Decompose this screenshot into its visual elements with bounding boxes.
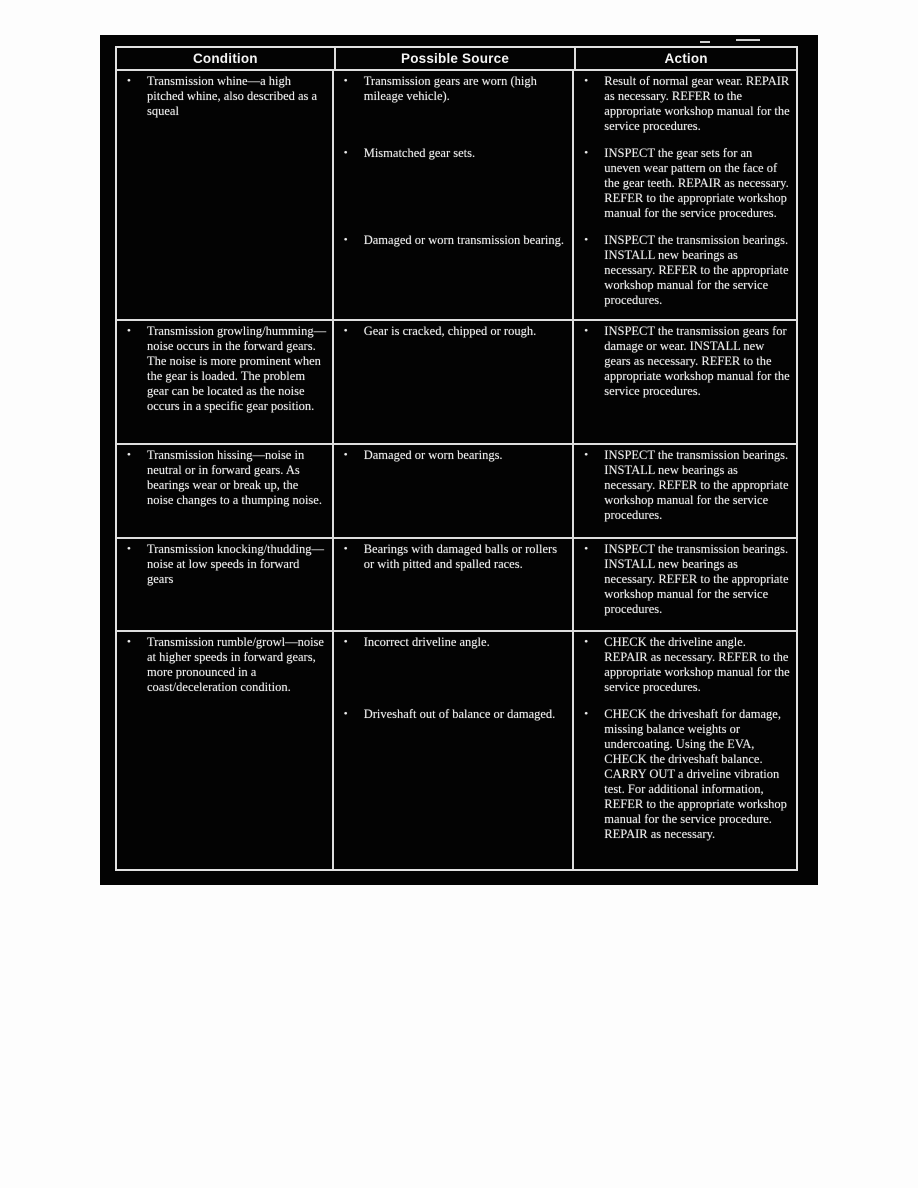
source-cell <box>334 71 575 143</box>
source-cell <box>334 539 575 630</box>
source-text: Transmission gears are worn (high mileage vehicle). <box>363 74 537 103</box>
action-text: INSPECT the transmission bearings. INSTALL new bearings as necessary. REFER to the appropriate workshop manual for the service procedures. <box>604 542 789 616</box>
action-cell <box>574 71 796 143</box>
diagnosis-table <box>115 46 798 871</box>
action-cell <box>574 321 796 443</box>
action-cell <box>574 539 796 630</box>
source-cell <box>334 704 575 869</box>
source-cell <box>334 632 575 704</box>
action-text: INSPECT the transmission bearings. INSTALL new bearings as necessary. REFER to the appropriate workshop manual for the service procedures. <box>604 448 789 522</box>
scan-artifact <box>736 39 760 41</box>
table-row <box>117 321 796 445</box>
action-text: INSPECT the transmission bearings. INSTALL new bearings as necessary. REFER to the appropriate workshop manual for the service procedures. <box>604 233 789 307</box>
bullet-icon: • <box>584 708 589 720</box>
action-text: CHECK the driveshaft for damage, missing balance weights or undercoating. Using the EVA, CHECK the driveshaft balance. CARRY OUT a driveline vibration test. For additional information, REFER to the appropriate workshop manual for the service procedure. REPAIR as necessary. <box>604 707 787 841</box>
source-cell <box>334 445 575 537</box>
table-row <box>117 71 796 321</box>
bullet-icon: • <box>584 636 589 648</box>
source-cell <box>334 143 575 230</box>
header-condition: Condition <box>192 51 258 66</box>
bullet-icon: • <box>343 449 348 461</box>
header-possible-source: Possible Source <box>334 48 575 69</box>
bullet-icon: • <box>127 636 131 648</box>
condition-cell <box>117 71 334 319</box>
action-text: Result of normal gear wear. REPAIR as necessary. REFER to the appropriate workshop manual for the service procedures. <box>604 74 790 133</box>
bullet-icon: • <box>343 543 348 555</box>
condition-text: Transmission growling/humming—noise occurs in the forward gears. The noise is more prominent when the gear is loaded. The problem gear can be located as the noise occurs in a specific gear position. <box>147 324 327 413</box>
bullet-icon: • <box>584 234 589 246</box>
bullet-icon: • <box>343 147 348 159</box>
bullet-icon: • <box>127 75 131 87</box>
header-action: Action <box>574 48 796 69</box>
source-text: Bearings with damaged balls or rollers or with pitted and spalled races. <box>363 542 558 571</box>
bullet-icon: • <box>584 543 589 555</box>
condition-cell <box>117 539 334 630</box>
action-text: INSPECT the transmission gears for damage or wear. INSTALL new gears as necessary. REFER to the appropriate workshop manual for the service procedures. <box>604 324 790 398</box>
source-cell <box>334 321 575 443</box>
bullet-icon: • <box>584 325 589 337</box>
action-cell <box>574 704 796 869</box>
bullet-icon: • <box>343 708 348 720</box>
bullet-icon: • <box>584 75 589 87</box>
table-row <box>117 445 796 539</box>
source-text: Gear is cracked, chipped or rough. <box>363 324 537 338</box>
condition-cell <box>117 445 334 537</box>
action-cell <box>574 143 796 230</box>
source-text: Incorrect driveline angle. <box>363 635 490 649</box>
condition-cell <box>117 632 334 869</box>
bullet-icon: • <box>127 449 131 461</box>
table-row <box>117 539 796 632</box>
bullet-icon: • <box>343 636 348 648</box>
source-text: Damaged or worn transmission bearing. <box>363 233 565 247</box>
condition-text: Transmission knocking/thudding—noise at low speeds in forward gears <box>147 542 324 586</box>
action-cell <box>574 445 796 537</box>
source-text: Damaged or worn bearings. <box>363 448 503 462</box>
condition-text: Transmission hissing—noise in neutral or in forward gears. As bearings wear or break up, the noise changes to a thumping noise. <box>147 448 322 507</box>
bullet-icon: • <box>343 75 348 87</box>
table-row <box>117 632 796 869</box>
action-text: INSPECT the gear sets for an uneven wear pattern on the face of the gear teeth. REPAIR as necessary. REFER to the appropriate workshop manual for the service procedures. <box>604 146 789 220</box>
table-header-row <box>117 48 796 71</box>
condition-cell <box>117 321 334 443</box>
bullet-icon: • <box>127 325 131 337</box>
condition-text: Transmission rumble/growl—noise at higher speeds in forward gears, more pronounced in a coast/deceleration condition. <box>147 635 324 694</box>
source-cell <box>334 230 575 319</box>
bullet-icon: • <box>584 147 589 159</box>
bullet-icon: • <box>343 325 348 337</box>
bullet-icon: • <box>343 234 348 246</box>
source-text: Mismatched gear sets. <box>363 146 476 160</box>
action-text: CHECK the driveline angle. REPAIR as necessary. REFER to the appropriate workshop manual for the service procedures. <box>604 635 790 694</box>
action-cell <box>574 230 796 319</box>
action-cell <box>574 632 796 704</box>
scan-artifact <box>700 41 710 43</box>
bullet-icon: • <box>127 543 131 555</box>
source-text: Driveshaft out of balance or damaged. <box>363 707 556 721</box>
condition-text: Transmission whine—a high pitched whine, also described as a squeal <box>147 74 318 118</box>
scanned-table-image <box>100 35 818 885</box>
bullet-icon: • <box>584 449 589 461</box>
